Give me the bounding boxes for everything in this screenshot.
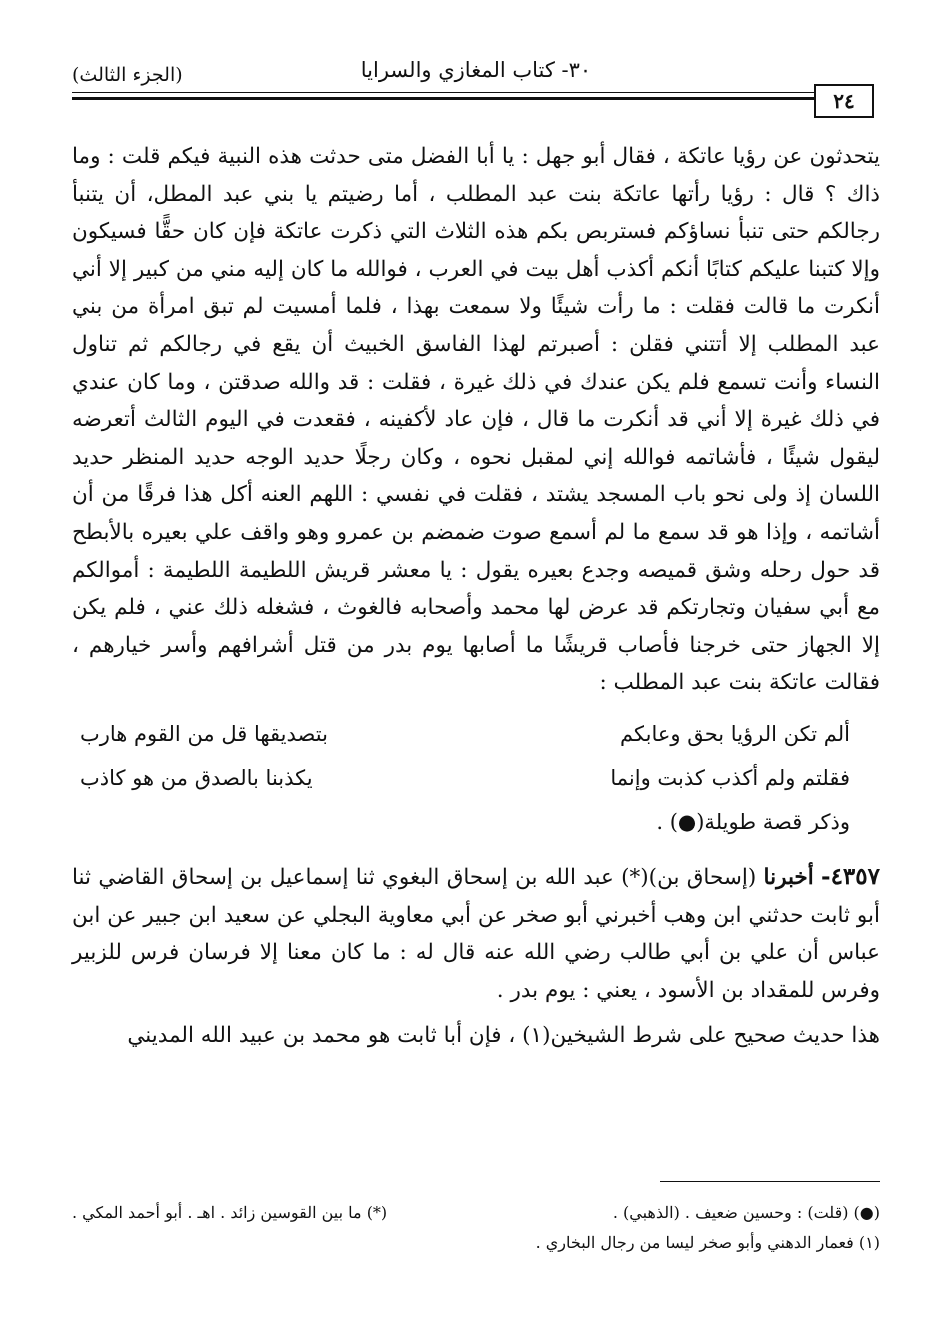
footnote-star: (*) ما بين القوسين زائد . اهـ . أبو أحمد المكي . (72, 1203, 388, 1222)
hadith-text: (إسحاق بن)(*) عبد الله بن إسحاق البغوي ثنا إسماعيل بن إسحاق القاضي ثنا أبو ثابت حدثني ابن وهب أخبرني أبو صخر عن أبي معاوية البجلي عن سعيد ابن جبير عن ابن عباس أن علي بن أبي طالب رضي الله عنه قال له : ما كان معنا إلا فرسان فرس للزبير وفرس للمقداد بن الأسود ، يعني : يوم بدر . (72, 864, 880, 1003)
poem-tail-note: وذكر قصة طويلة(●) . (656, 809, 850, 834)
chapter-title: ٣٠- كتاب المغازي والسرايا (360, 58, 592, 82)
document-page (72, 56, 880, 1316)
poem-hemistich-first: فقلتم ولم أكذب كذبت وإنما (610, 765, 850, 790)
narrative-paragraph: يتحدثون عن رؤيا عاتكة ، فقال أبو جهل : يا أبا الفضل متى حدثت هذه النبية فيكم قلت : وما ذاك ؟ قال : رؤيا رأتها عاتكة بنت عبد المطلب ، أما رضيتم يا بني عبد المطل، أن يتنبأ رجالكم حتى تنبأ نساؤكم فستربص بكم هذه الثلاث التي ذكرت عاتكة فإن كان حقًّا فسيكون وإلا كتبنا عليكم كتابًا أنكم أكذب أهل بيت في العرب ، فوالله ما كان إليه مني من كبير إلا أني أنكرت ما قالت فقلت : ما رأت شيئًا ولا سمعت بهذا ، فلما أمسيت لم تبق امرأة من بني عبد المطلب إلا أتتني فقلن : أصبرتم لهذا الفاسق الخبيث أن يقع في رجالكم ثم تناول النساء وأنت تسمع فلم يكن عندك في ذلك غيرة ، فقلت : قد والله صدقتن ، وما كان عندي في ذلك غيرة إلا أني قد أنكرت ما قال ، فإن عاد لأكفينه ، فقعدت في اليوم الثالث أتعرضه ليقول شيئًا ، فأشاتمه فوالله إني لمقبل نحوه ، وكان رجلًا حديد الوجه حديد المنظر حديد اللسان إذ ولى نحو باب المسجد يشتد ، فقلت في نفسي : اللهم العنه أكل هذا فرقًا من أن أشاتمه ، وإذا هو قد سمع ما لم أسمع صوت ضمضم بن عمرو وهو واقف علي بعيره بالأبطح قد حول رحله وشق قميصه وجدع بعيره يقول : يا معشر قريش اللطيمة اللطيمة : أموالكم مع أبي سفيان وتجارتكم قد عرض لها محمد وأصحابه فالغوث ، فشغله ذلك عني ، فلم يكن إلا الجهاز حتى خرجنا فأصاب قريشًا ما أصابها يوم بدر من قتل أشرافهم وأسر خيارهم ، فقالت عاتكة بنت عبد المطلب : (72, 144, 880, 696)
poem-hemistich-second: بتصديقها قل من القوم هارب (80, 721, 328, 746)
hadith-lead: أخبرنا (763, 864, 814, 890)
header-rule-thick (72, 97, 814, 100)
poem-hemistich-second: يكذبنا بالصدق من هو كاذب (80, 765, 313, 790)
header-rule-thin (72, 92, 814, 93)
page-header (72, 56, 880, 113)
hadith-paragraph (72, 858, 880, 1009)
page-body (72, 138, 880, 1055)
footnote-divider (660, 1181, 880, 1182)
hadith-number: ٤٣٥٧- (821, 862, 880, 890)
poem (72, 712, 880, 844)
footnote-row (72, 1201, 880, 1225)
volume-part: (الجزء الثالث) (72, 64, 183, 86)
footnote-1: (١) فعمار الدهني وأبو صخر ليسا من رجال البخاري . (535, 1233, 880, 1252)
poem-line (72, 712, 880, 756)
poem-hemistich-first: ألم تكن الرؤيا بحق وعابكم (620, 721, 850, 746)
footnote-dot: (●) (قلت) : وحسين ضعيف . (الذهبي) . (612, 1203, 880, 1222)
closing-paragraph: هذا حديث صحيح على شرط الشيخين(١) ، فإن أبا ثابت هو محمد بن عبيد الله المديني (127, 1023, 880, 1049)
poem-line (72, 756, 880, 800)
page-number: ٢٤ (814, 84, 874, 118)
